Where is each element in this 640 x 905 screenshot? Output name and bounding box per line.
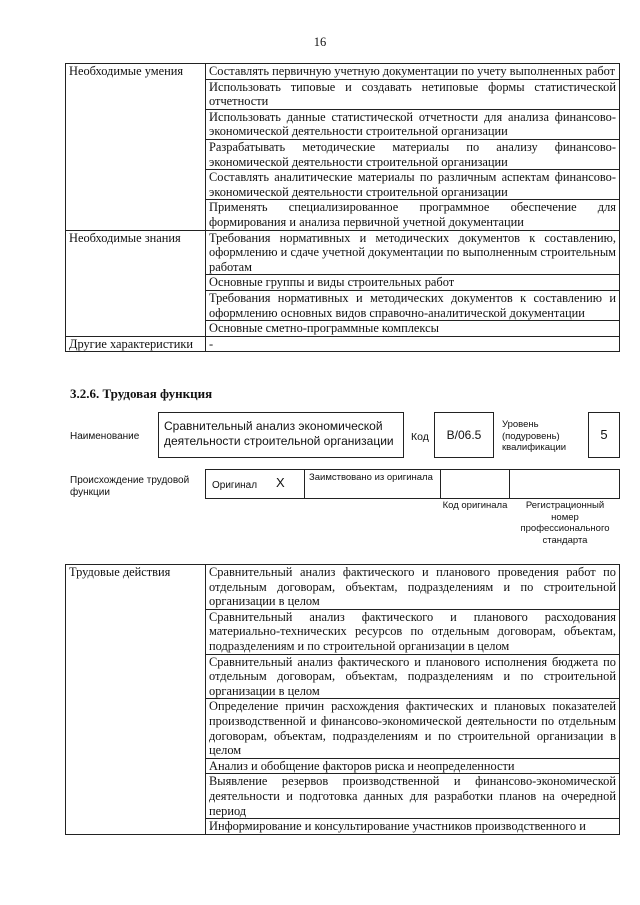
table-cell: Применять специализированное программное обеспечение для формирования и анализа первичной учетной документации [206, 200, 620, 230]
table-row [66, 336, 620, 352]
table-cell: Требования нормативных и методических документов к составлению и оформлению основных видов справочно-аналитической документации [206, 290, 620, 320]
original-label: Оригинал [212, 480, 258, 491]
name-label: Наименование [70, 431, 140, 442]
table-cell: Выявление резервов производственной и финансово-экономической деятельности и подготовка данных для разработки планов на очередной период [206, 774, 620, 819]
code-value: B/06.5 [446, 428, 482, 442]
level-label: Уровень (подуровень) квалификации [502, 419, 567, 453]
function-name-box [158, 412, 404, 458]
reg-number-cell [509, 469, 620, 499]
table-cell: Разрабатывать методические материалы по анализу финансово-экономической деятельности строительной организации [206, 139, 620, 169]
code-value-box [434, 412, 494, 458]
table-cell: Сравнительный анализ фактического и планового проведения работ по отдельным договорам, объектам, подразделениям и по строительной организации в целом [206, 565, 620, 610]
table-cell: Составлять первичную учетную документации по учету выполненных работ [206, 64, 620, 80]
function-name-value: Сравнительный анализ экономической деятельности строительной организации [164, 419, 394, 448]
skills-knowledge-table [65, 63, 620, 352]
borrowed-label: Заимствовано из оригинала [309, 472, 433, 483]
code-original-cell [440, 469, 510, 499]
table-cell: Сравнительный анализ фактического и планового расходования материально-технических ресурсов по отдельным договорам, объектам, подразделениям и по строительной организации в целом [206, 609, 620, 654]
table-cell: Составлять аналитические материалы по различным аспектам финансово-экономической деятельности строительной организации [206, 170, 620, 200]
table-cell: Анализ и обобщение факторов риска и неопределенности [206, 758, 620, 774]
table-cell: Информирование и консультирование участников производственного и [206, 819, 620, 835]
reg-number-label: Регистрационный номер профессионального стандарта [520, 500, 610, 546]
table-cell: Сравнительный анализ фактического и планового исполнения бюджета по отдельным договорам, объектам, подразделениям и по строительной организации в целом [206, 654, 620, 699]
row-label-skills: Необходимые умения [66, 64, 206, 231]
table-cell: - [206, 336, 620, 352]
origin-label: Происхождение трудовой функции [70, 475, 190, 498]
page-number: 16 [313, 35, 327, 49]
table-cell: Определение причин расхождения фактических и плановых показателей производственной и финансово-экономической деятельности по отдельным договорам, объектам, подразделениям и по строительной организации в целом [206, 699, 620, 758]
code-label: Код [411, 431, 429, 443]
section-heading: 3.2.6. Трудовая функция [70, 386, 213, 401]
labor-actions-table [65, 564, 620, 835]
table-row [66, 64, 620, 80]
code-original-label: Код оригинала [442, 500, 508, 511]
row-label-knowledge: Необходимые знания [66, 230, 206, 336]
original-cell [205, 469, 305, 499]
row-label-actions: Трудовые действия [66, 565, 206, 835]
table-cell: Основные сметно-программные комплексы [206, 321, 620, 337]
level-value: 5 [600, 427, 608, 442]
original-mark: X [276, 475, 285, 490]
level-value-box [588, 412, 620, 458]
table-row [66, 230, 620, 275]
table-cell: Использовать типовые и создавать нетиповые формы статистической отчетности [206, 79, 620, 109]
table-cell: Использовать данные статистической отчетности для анализа финансово-экономической деятельности строительной организации [206, 109, 620, 139]
borrowed-cell [304, 469, 441, 499]
table-row [66, 565, 620, 610]
row-label-other: Другие характеристики [66, 336, 206, 352]
table-cell: Требования нормативных и методических документов к составлению, оформлению и сдаче учетной документации по выполненным строительным работам [206, 230, 620, 275]
table-cell: Основные группы и виды строительных работ [206, 275, 620, 291]
